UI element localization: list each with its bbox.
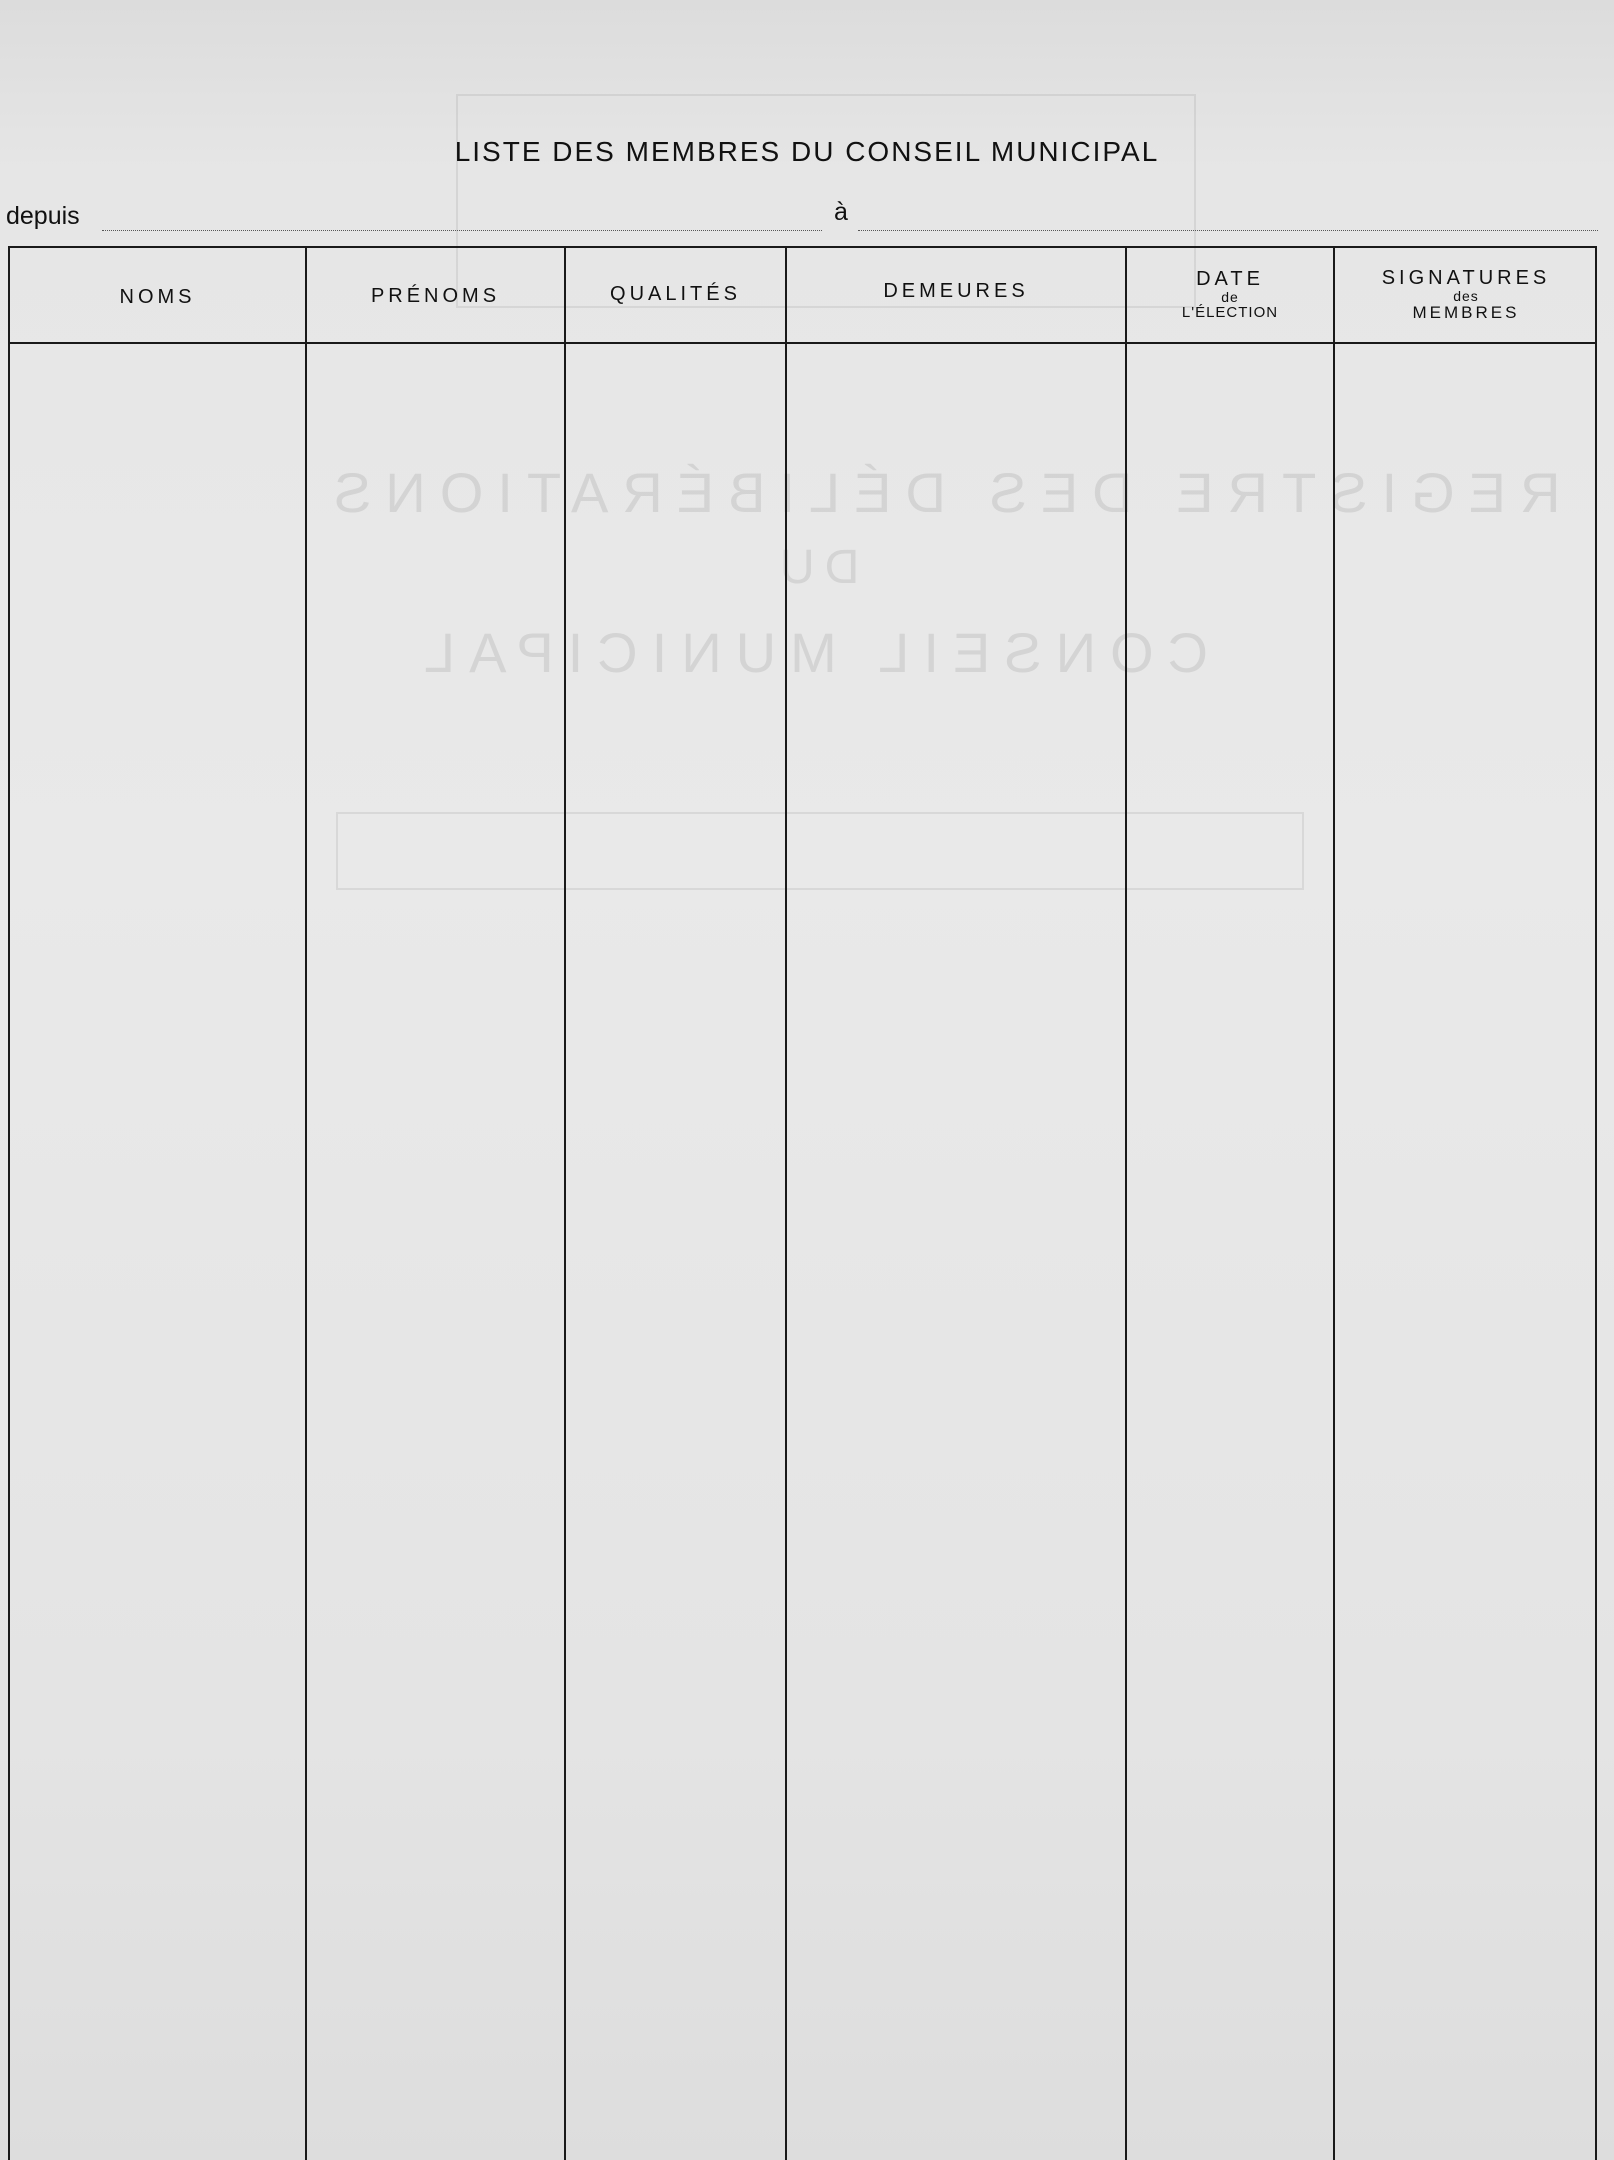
column-divider	[1333, 248, 1335, 2160]
header-signatures-line3: MEMBRES	[1412, 302, 1520, 322]
header-noms-label: NOMS	[119, 285, 196, 308]
depuis-field[interactable]	[102, 230, 822, 231]
bleed-through-text: DU	[770, 541, 860, 594]
header-divider	[10, 342, 1595, 344]
bleed-through-text: REGISTRE DES DÉLIBÉRATIONS	[320, 461, 1561, 524]
header-prenoms	[307, 248, 564, 342]
header-noms	[10, 248, 305, 342]
header-demeures	[787, 248, 1125, 342]
a-label: à	[834, 198, 848, 226]
bleed-through-text: CONSEIL MUNICIPAL	[410, 621, 1209, 684]
header-qualites	[566, 248, 785, 342]
header-date	[1127, 248, 1333, 342]
depuis-label: depuis	[6, 202, 80, 230]
document-title: LISTE DES MEMBRES DU CONSEIL MUNICIPAL	[454, 136, 1160, 167]
column-divider	[1125, 248, 1127, 2160]
header-prenoms-label: PRÉNOMS	[370, 284, 501, 307]
header-date-line1: DATE	[1196, 268, 1264, 291]
header-signatures-line1: SIGNATURES	[1381, 267, 1551, 290]
header-signatures-line2: des	[1453, 288, 1479, 305]
header-signatures	[1335, 248, 1597, 342]
column-divider	[305, 248, 307, 2160]
header-demeures-label: DEMEURES	[883, 279, 1029, 302]
column-divider	[785, 248, 787, 2160]
period-row	[6, 198, 1606, 236]
a-field[interactable]	[858, 230, 1598, 231]
header-qualites-label: QUALITÉS	[610, 282, 741, 305]
members-table	[8, 246, 1597, 2160]
column-divider	[564, 248, 566, 2160]
header-date-line3: L'ÉLECTION	[1181, 303, 1279, 321]
header-date-line2: de	[1221, 289, 1239, 306]
